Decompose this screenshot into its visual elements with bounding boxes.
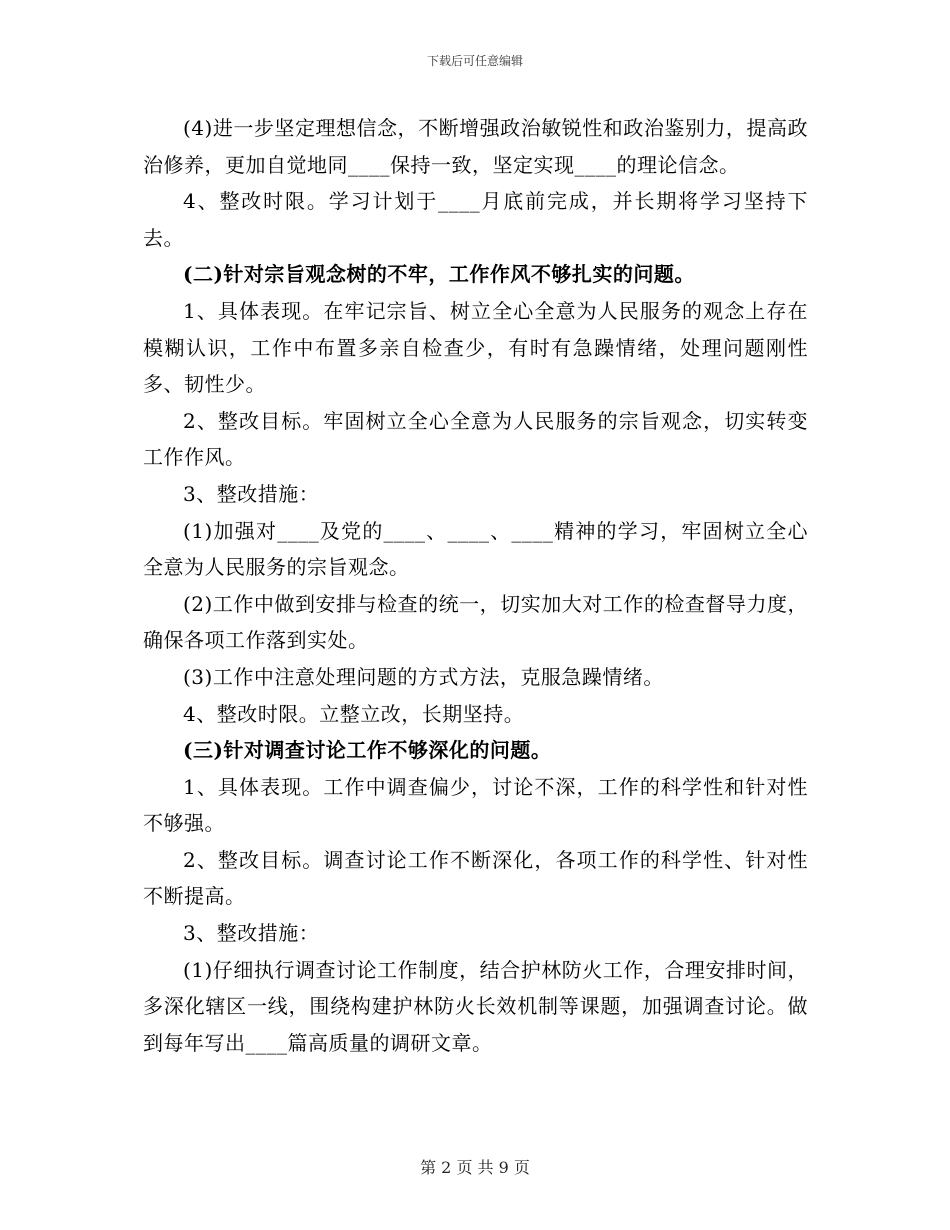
paragraph: (3)工作中注意处理问题的方式方法，克服急躁情绪。 [183,664,664,689]
page-header: 下载后可任意编辑 [426,54,523,68]
paragraph: 1、具体表现。工作中调查偏少，讨论不深，工作的科学性和针对性不够强。 [143,774,808,836]
section-heading: (三)针对调查讨论工作不够深化的问题。 [183,738,552,763]
page-footer: 第 2 页 共 9 页 [420,1158,530,1177]
paragraph: 3、整改措施： [183,481,320,506]
section-heading: (二)针对宗旨观念树的不牢，工作作风不够扎实的问题。 [183,262,695,287]
paragraph: (2)工作中做到安排与检查的统一，切实加大对工作的检查督导力度，确保各项工作落到实处。 [143,591,808,653]
paragraph: 2、整改目标。调查讨论工作不断深化，各项工作的科学性、针对性不断提高。 [143,847,808,909]
paragraph: 1、具体表现。在牢记宗旨、树立全心全意为人民服务的观念上存在模糊认识，工作中布置多亲自检查少，有时有急躁情绪，处理问题刚性多、韧性少。 [143,298,808,397]
paragraph: 4、整改时限。学习计划于____月底前完成，并长期将学习坚持下去。 [143,189,808,250]
paragraph: (1)仔细执行调查讨论工作制度，结合护林防火工作，合理安排时间，多深化辖区一线，围绕构建护林防火长效机制等课题，加强调查讨论。做到每年写出____篇高质量的调研文章。 [143,957,808,1055]
document-body [143,110,808,1061]
paragraph: (4)进一步坚定理想信念，不断增强政治敏锐性和政治鉴别力，提高政治修养，更加自觉地同____保持一致，坚定实现____的理论信念。 [143,116,808,177]
paragraph: 4、整改时限。立整立改，长期坚持。 [183,701,525,726]
paragraph: (1)加强对____及党的____、____、____精神的学习，牢固树立全心全意为人民服务的宗旨观念。 [143,518,808,580]
paragraph: 2、整改目标。牢固树立全心全意为人民服务的宗旨观念，切实转变工作作风。 [143,408,808,470]
paragraph: 3、整改措施： [183,921,320,946]
